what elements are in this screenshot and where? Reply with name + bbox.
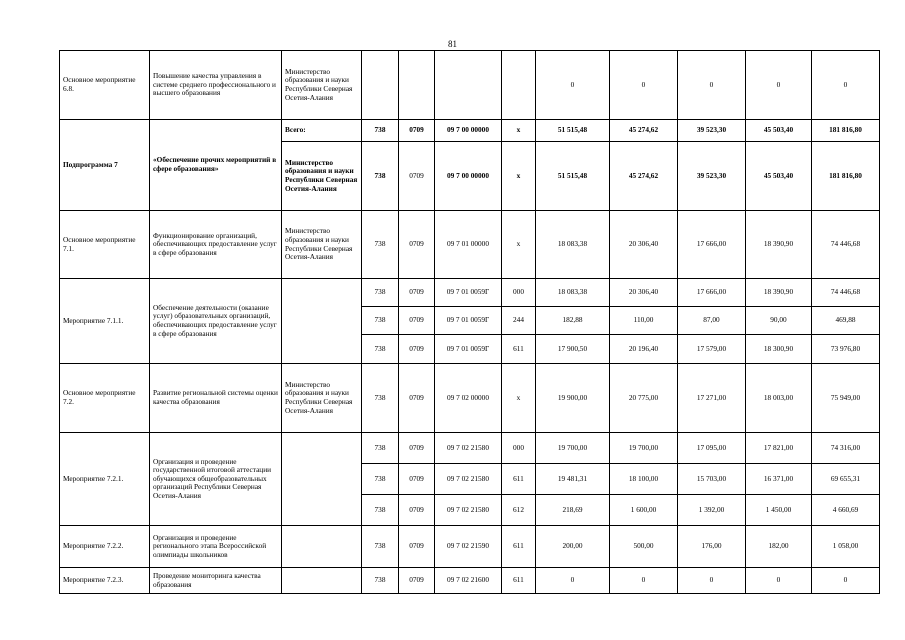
- cell-vr: 611: [502, 568, 536, 594]
- cell-2016: 17 271,00: [678, 364, 746, 433]
- cell-csr: 09 7 02 21580: [435, 495, 502, 526]
- cell-2017: 45 503,40: [746, 120, 812, 142]
- cell-2015: 500,00: [610, 526, 678, 568]
- cell-grbs: 738: [362, 433, 399, 464]
- cell-csr: 09 7 01 00000: [435, 211, 502, 279]
- row-label: Мероприятие 7.1.1.: [60, 279, 150, 364]
- row-responsible: [282, 526, 362, 568]
- cell-2015: 45 274,62: [610, 142, 678, 211]
- cell-rz: 0709: [399, 526, 435, 568]
- cell-total: 0: [812, 51, 880, 120]
- row-label: Мероприятие 7.2.1.: [60, 433, 150, 526]
- cell-rz: 0709: [399, 307, 435, 335]
- cell-vr: х: [502, 142, 536, 211]
- cell-grbs: 738: [362, 211, 399, 279]
- cell-2016: 17 095,00: [678, 433, 746, 464]
- cell-rz: 0709: [399, 279, 435, 307]
- cell-2014: 18 083,38: [536, 279, 610, 307]
- cell-grbs: 738: [362, 279, 399, 307]
- row-description: Организация и проведение государственной итоговой аттестации обучающихся общеобразовательных организаций Республики Северная Осетия-Алания: [150, 433, 282, 526]
- cell-total: 74 316,00: [812, 433, 880, 464]
- cell-vr: 244: [502, 307, 536, 335]
- row-responsible: Всего:: [282, 120, 362, 142]
- cell-vr: 612: [502, 495, 536, 526]
- row-label: Подпрограмма 7: [60, 120, 150, 211]
- cell-total: 74 446,68: [812, 279, 880, 307]
- cell-2014: 0: [536, 568, 610, 594]
- cell-2015: 45 274,62: [610, 120, 678, 142]
- cell-2014: 19 481,31: [536, 464, 610, 495]
- cell-csr: 09 7 02 21590: [435, 526, 502, 568]
- cell-total: 1 058,00: [812, 526, 880, 568]
- cell-total: 4 660,69: [812, 495, 880, 526]
- row-description: Проведение мониторинга качества образования: [150, 568, 282, 594]
- cell-csr: 09 7 02 21580: [435, 464, 502, 495]
- cell-grbs: 738: [362, 568, 399, 594]
- row-description: «Обеспечение прочих мероприятий в сфере образования»: [150, 120, 282, 211]
- row-label: Мероприятие 7.2.3.: [60, 568, 150, 594]
- cell-total: 0: [812, 568, 880, 594]
- cell-rz: [399, 51, 435, 120]
- row-label: Основное мероприятие 6.8.: [60, 51, 150, 120]
- cell-total: 69 655,31: [812, 464, 880, 495]
- table-row: [60, 526, 880, 568]
- cell-2016: 17 666,00: [678, 279, 746, 307]
- cell-csr: 09 7 02 21600: [435, 568, 502, 594]
- cell-csr: 09 7 01 0059Г: [435, 307, 502, 335]
- cell-csr: 09 7 01 0059Г: [435, 335, 502, 364]
- cell-vr: 611: [502, 526, 536, 568]
- table-row: [60, 51, 880, 120]
- cell-2017: 1 450,00: [746, 495, 812, 526]
- cell-total: 73 976,80: [812, 335, 880, 364]
- cell-grbs: 738: [362, 364, 399, 433]
- cell-2017: 18 390,90: [746, 279, 812, 307]
- cell-vr: х: [502, 120, 536, 142]
- cell-grbs: 738: [362, 526, 399, 568]
- row-responsible: [282, 433, 362, 526]
- row-description: Повышение качества управления в системе среднего профессионального и высшего образования: [150, 51, 282, 120]
- cell-2015: 0: [610, 568, 678, 594]
- row-responsible: [282, 279, 362, 364]
- cell-rz: 0709: [399, 335, 435, 364]
- page-number: 81: [448, 39, 457, 49]
- cell-csr: 09 7 01 0059Г: [435, 279, 502, 307]
- table-row: [60, 364, 880, 433]
- cell-vr: 000: [502, 279, 536, 307]
- cell-2015: 0: [610, 51, 678, 120]
- cell-csr: 09 7 00 00000: [435, 142, 502, 211]
- row-responsible: Министерство образования и науки Республики Северная Осетия-Алания: [282, 364, 362, 433]
- cell-2014: 19 700,00: [536, 433, 610, 464]
- cell-2016: 17 579,00: [678, 335, 746, 364]
- cell-2016: 87,00: [678, 307, 746, 335]
- cell-vr: 611: [502, 464, 536, 495]
- row-description: Обеспечение деятельности (оказание услуг) образовательных организаций, обеспечивающих предоставление услуг в сфере образования: [150, 279, 282, 364]
- cell-vr: х: [502, 211, 536, 279]
- cell-csr: [435, 51, 502, 120]
- cell-2017: 16 371,00: [746, 464, 812, 495]
- cell-rz: 0709: [399, 120, 435, 142]
- cell-2017: 0: [746, 51, 812, 120]
- cell-2015: 20 775,00: [610, 364, 678, 433]
- cell-2014: 51 515,48: [536, 120, 610, 142]
- cell-csr: 09 7 02 00000: [435, 364, 502, 433]
- cell-vr: [502, 51, 536, 120]
- cell-2016: 39 523,30: [678, 120, 746, 142]
- cell-2014: 19 900,00: [536, 364, 610, 433]
- cell-grbs: 738: [362, 495, 399, 526]
- cell-2014: 51 515,48: [536, 142, 610, 211]
- cell-2017: 18 003,00: [746, 364, 812, 433]
- cell-rz: 0709: [399, 568, 435, 594]
- cell-2015: 110,00: [610, 307, 678, 335]
- cell-2017: 90,00: [746, 307, 812, 335]
- cell-2017: 0: [746, 568, 812, 594]
- cell-2016: 176,00: [678, 526, 746, 568]
- cell-2016: 0: [678, 568, 746, 594]
- cell-2014: 17 900,50: [536, 335, 610, 364]
- cell-2017: 18 300,90: [746, 335, 812, 364]
- cell-2016: 15 703,00: [678, 464, 746, 495]
- cell-rz: 0709: [399, 464, 435, 495]
- cell-2014: 200,00: [536, 526, 610, 568]
- cell-grbs: 738: [362, 335, 399, 364]
- cell-total: 74 446,68: [812, 211, 880, 279]
- table-row: [60, 279, 880, 307]
- cell-rz: 0709: [399, 142, 435, 211]
- cell-grbs: 738: [362, 142, 399, 211]
- cell-total: 75 949,00: [812, 364, 880, 433]
- row-responsible: Министерство образования и науки Республики Северная Осетия-Алания: [282, 142, 362, 211]
- cell-2015: 18 100,00: [610, 464, 678, 495]
- cell-2017: 18 390,90: [746, 211, 812, 279]
- row-description: Организация и проведение регионального этапа Всероссийской олимпиады школьников: [150, 526, 282, 568]
- cell-total: 469,88: [812, 307, 880, 335]
- row-label: Мероприятие 7.2.2.: [60, 526, 150, 568]
- row-responsible: Министерство образования и науки Республики Северная Осетия-Алания: [282, 211, 362, 279]
- cell-total: 181 816,80: [812, 120, 880, 142]
- table-row: [60, 120, 880, 142]
- cell-2014: 218,69: [536, 495, 610, 526]
- cell-rz: 0709: [399, 433, 435, 464]
- cell-total: 181 816,80: [812, 142, 880, 211]
- cell-rz: 0709: [399, 211, 435, 279]
- cell-rz: 0709: [399, 364, 435, 433]
- cell-2014: 182,88: [536, 307, 610, 335]
- cell-2015: 20 306,40: [610, 279, 678, 307]
- cell-vr: х: [502, 364, 536, 433]
- cell-2014: 18 083,38: [536, 211, 610, 279]
- cell-2015: 1 600,00: [610, 495, 678, 526]
- cell-csr: 09 7 00 00000: [435, 120, 502, 142]
- table-row: [60, 568, 880, 594]
- row-responsible: [282, 568, 362, 594]
- cell-2016: 0: [678, 51, 746, 120]
- cell-2017: 182,00: [746, 526, 812, 568]
- table-row: [60, 211, 880, 279]
- cell-grbs: 738: [362, 464, 399, 495]
- cell-2014: 0: [536, 51, 610, 120]
- cell-2016: 17 666,00: [678, 211, 746, 279]
- cell-rz: 0709: [399, 495, 435, 526]
- row-description: Развитие региональной системы оценки качества образования: [150, 364, 282, 433]
- row-label: Основное мероприятие 7.2.: [60, 364, 150, 433]
- cell-vr: 000: [502, 433, 536, 464]
- row-responsible: Министерство образования и науки Республики Северная Осетия-Алания: [282, 51, 362, 120]
- cell-grbs: 738: [362, 120, 399, 142]
- row-description: Функционирование организаций, обеспечивающих предоставление услуг в сфере образования: [150, 211, 282, 279]
- cell-2015: 19 700,00: [610, 433, 678, 464]
- cell-2015: 20 196,40: [610, 335, 678, 364]
- cell-2017: 17 821,00: [746, 433, 812, 464]
- budget-table: [59, 50, 880, 594]
- cell-vr: 611: [502, 335, 536, 364]
- cell-2016: 39 523,30: [678, 142, 746, 211]
- cell-grbs: [362, 51, 399, 120]
- cell-2017: 45 503,40: [746, 142, 812, 211]
- cell-2016: 1 392,00: [678, 495, 746, 526]
- table-row: [60, 433, 880, 464]
- cell-2015: 20 306,40: [610, 211, 678, 279]
- cell-csr: 09 7 02 21580: [435, 433, 502, 464]
- cell-grbs: 738: [362, 307, 399, 335]
- row-label: Основное мероприятие 7.1.: [60, 211, 150, 279]
